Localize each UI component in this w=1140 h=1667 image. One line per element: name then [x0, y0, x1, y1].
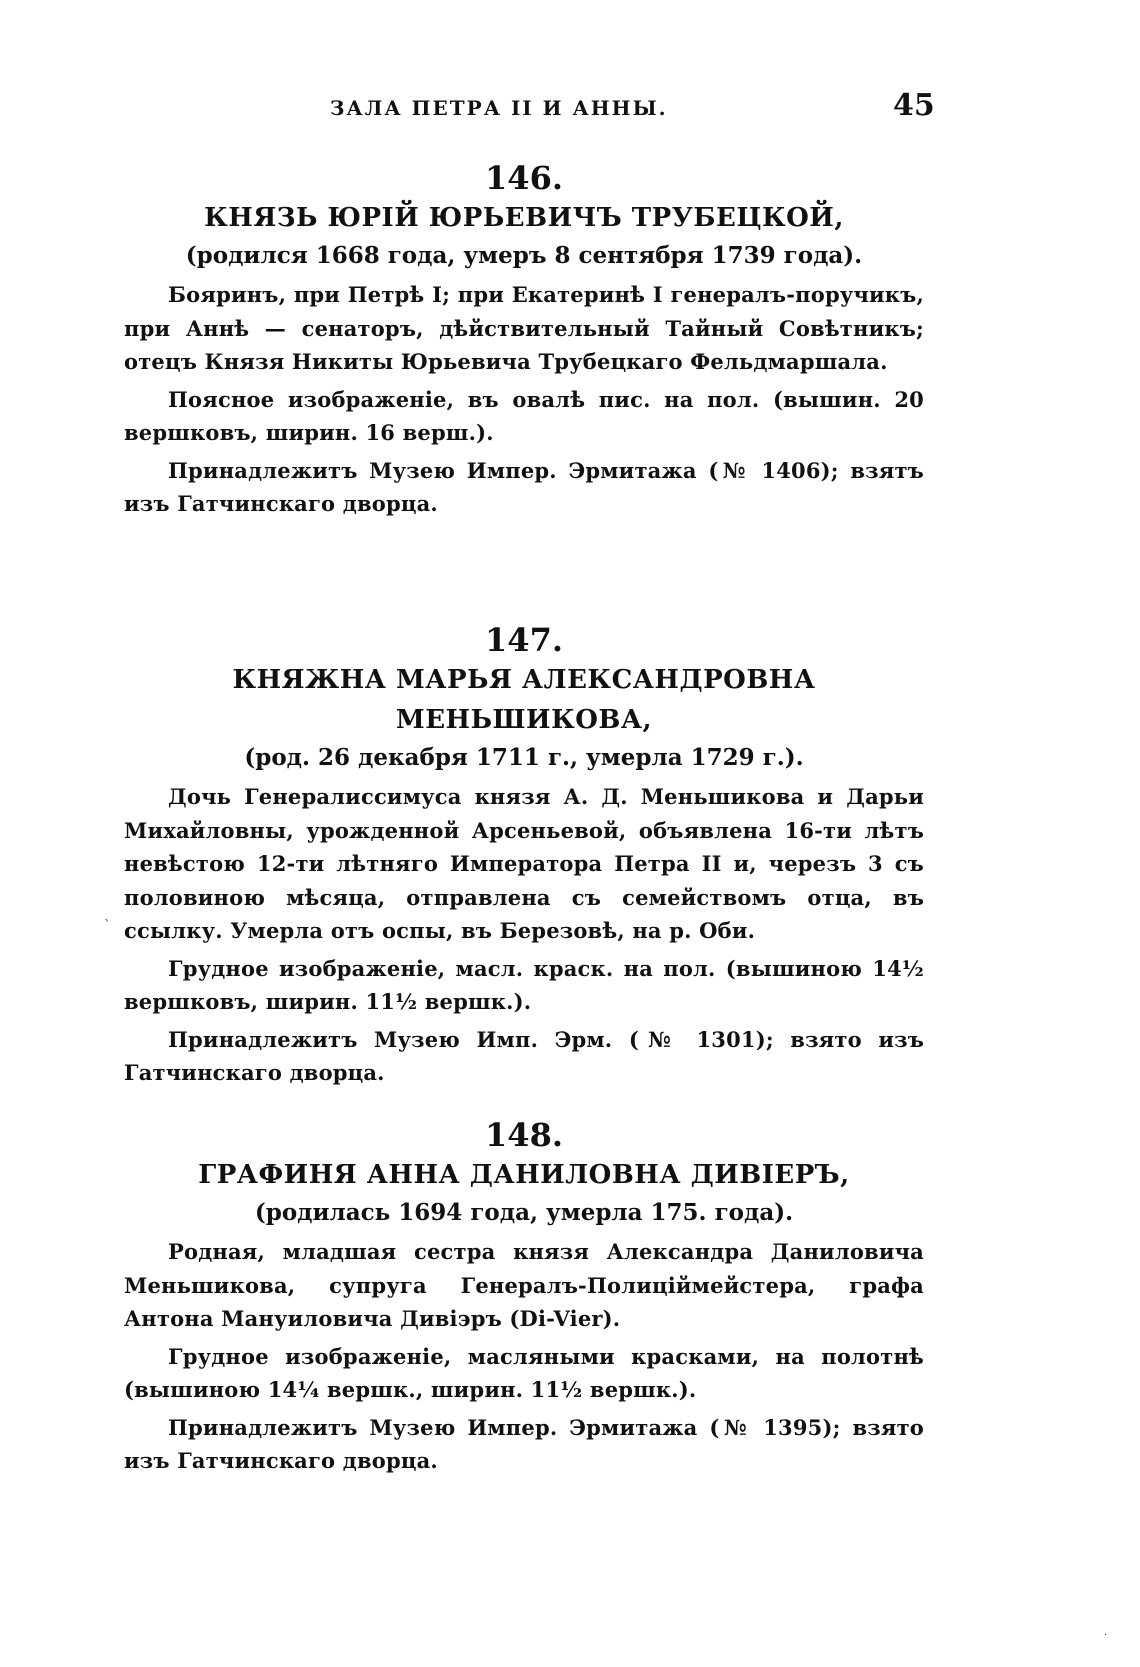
- entry-description: Грудное изображеніе, масл. краск. на пол. (вышиною 14½ вершковъ, ширин. 11½ вершк.).: [124, 955, 924, 1014]
- entry-provenance: Принадлежитъ Музею Импер. Эрмитажа (№ 1406); взятъ изъ Гатчинскаго дворца.: [124, 457, 924, 516]
- page-number: 45: [893, 88, 935, 123]
- catalog-entry-148: [124, 1115, 924, 1478]
- print-speck: ˋ: [104, 918, 111, 934]
- entry-title: КНЯЗЬ ЮРІЙ ЮРЬЕВИЧЪ ТРУБЕЦКОЙ,: [204, 203, 844, 233]
- entry-biography: Бояринъ, при Петрѣ I; при Екатеринѣ I генералъ-поручикъ, при Аннѣ — сенаторъ, дѣйствительный Тайный Совѣтникъ; отецъ Князя Никиты Юрьевича Трубецкаго Фельдмаршала.: [124, 282, 924, 374]
- entry-title: КНЯЖНА МАРЬЯ АЛЕКСАНДРОВНА МЕНЬШИКОВА,: [232, 665, 816, 735]
- running-head: ЗАЛА ПЕТРА II И АННЫ.: [330, 96, 668, 120]
- catalog-entry-146: [124, 158, 924, 521]
- entry-dates: (родился 1668 года, умеръ 8 сентября 1739 года).: [185, 242, 863, 269]
- entry-description: Поясное изображеніе, въ овалѣ пис. на пол. (вышин. 20 вершковъ, ширин. 16 верш.).: [124, 386, 924, 445]
- entry-biography: Родная, младшая сестра князя Александра Даниловича Меньшикова, супруга Генералъ-Полицiймейстера, графа Антона Мануиловича Дивіэръ (Di-Vier).: [124, 1239, 924, 1331]
- entry-number: 146.: [485, 159, 563, 197]
- entry-biography: Дочь Генералиссимуса князя А. Д. Меньшикова и Дарьи Михайловны, урожденной Арсеньевой, объявлена 16-ти лѣтъ невѣстою 12-ти лѣтняго Императора Петра II и, черезъ 3 съ половиною мѣсяца, отправлена съ семействомъ отца, въ ссылку. Умерла отъ оспы, въ Березовѣ, на р. Оби.: [124, 784, 924, 943]
- entry-dates: (род. 26 декабря 1711 г., умерла 1729 г.).: [244, 744, 804, 771]
- entry-provenance: Принадлежитъ Музею Имп. Эрм. (№ 1301); взято изъ Гатчинскаго дворца.: [124, 1026, 924, 1085]
- entry-title: ГРАФИНЯ АННА ДАНИЛОВНА ДИВІЕРЪ,: [198, 1160, 850, 1190]
- entry-number: 148.: [485, 1116, 563, 1154]
- catalog-entry-147: [124, 620, 924, 1090]
- entry-dates: (родилась 1694 года, умерла 175. года).: [254, 1199, 794, 1226]
- entry-provenance: Принадлежитъ Музею Импер. Эрмитажа (№ 1395); взято изъ Гатчинскаго дворца.: [124, 1414, 924, 1473]
- print-speck: ·: [1104, 1630, 1108, 1641]
- entry-description: Грудное изображеніе, масляными красками, на полотнѣ (вышиною 14¼ вершк., ширин. 11½ вершк.).: [124, 1343, 924, 1402]
- entry-number: 147.: [485, 621, 563, 659]
